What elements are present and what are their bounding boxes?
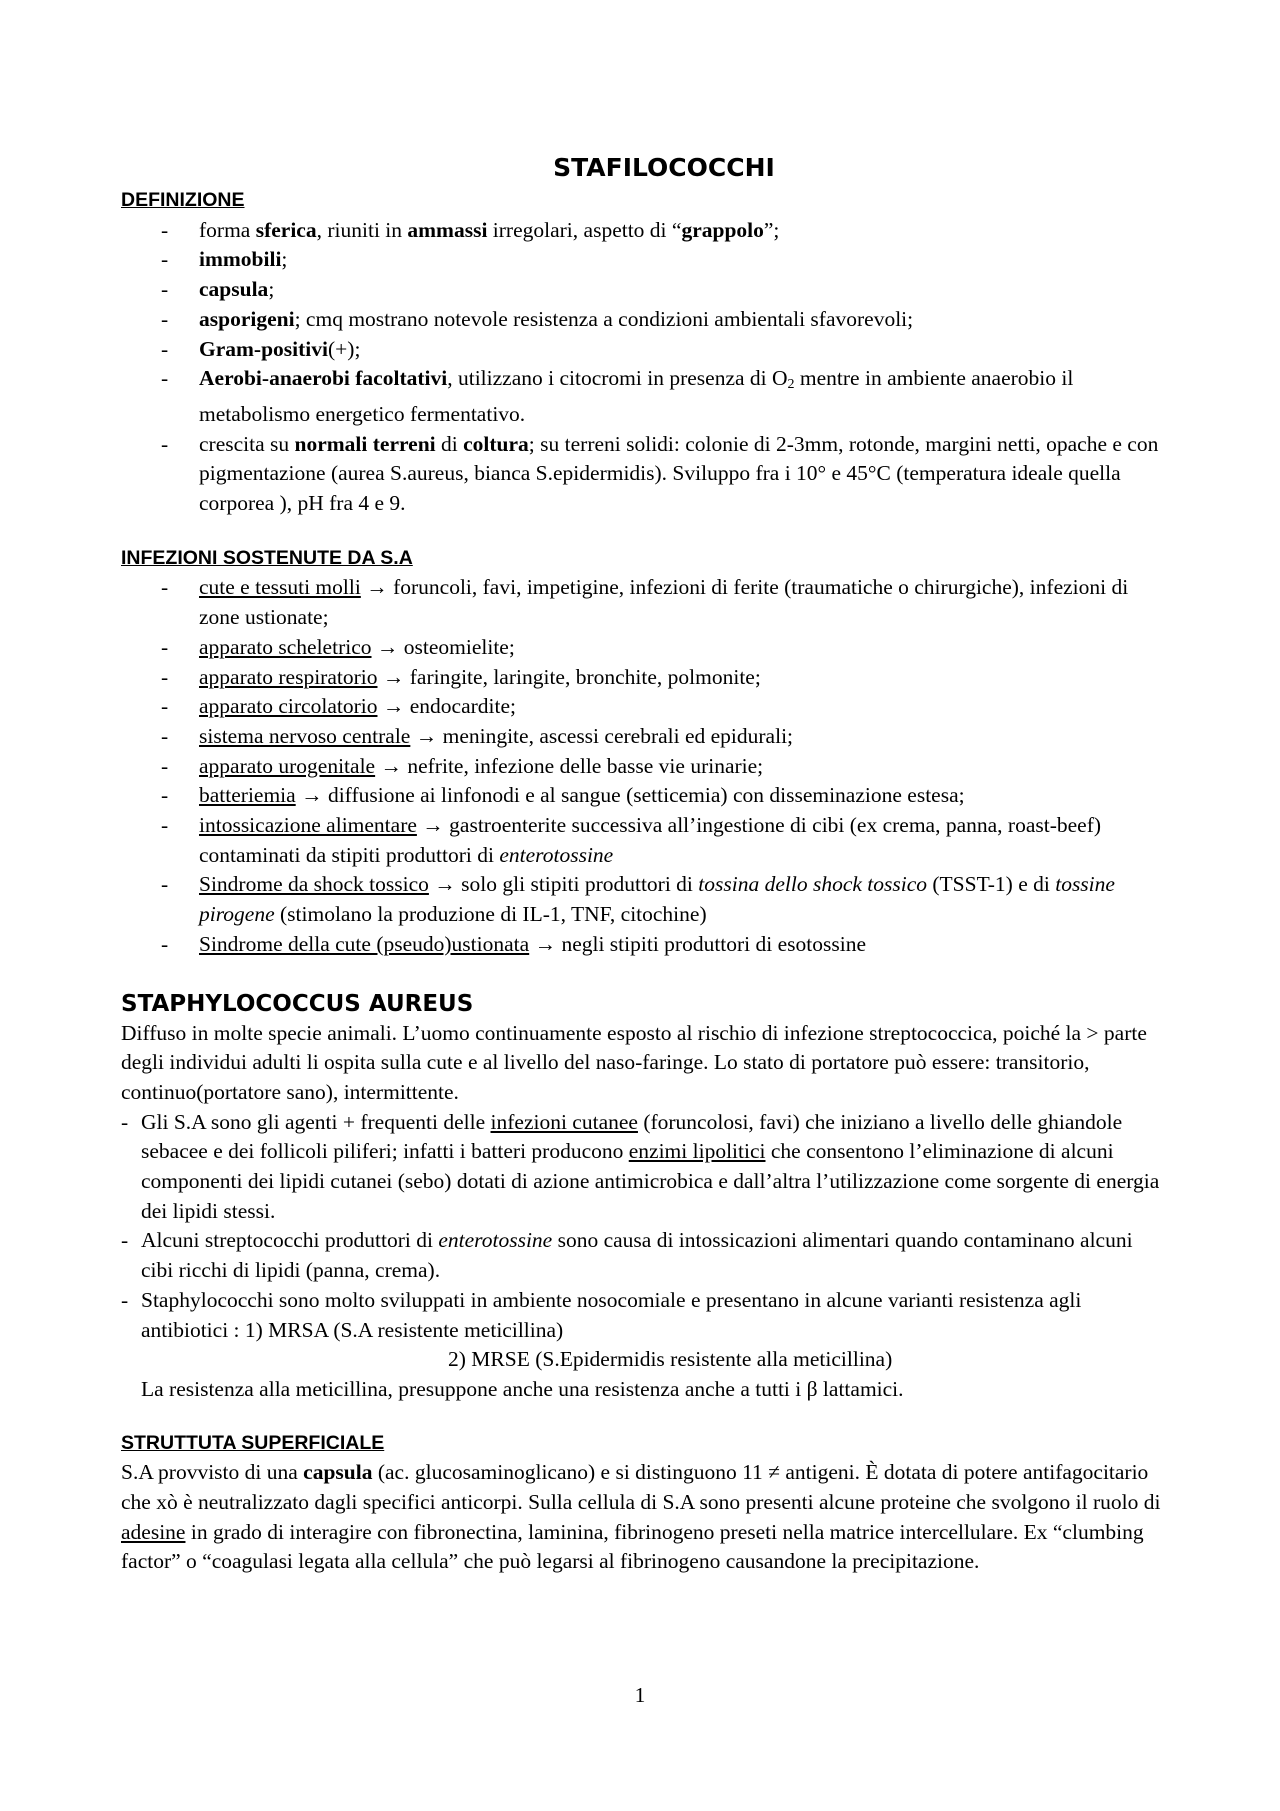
section-heading: STRUTTUTA SUPERFICIALE xyxy=(121,1431,385,1454)
list-item: - apparato scheletrico → osteomielite; xyxy=(121,633,1167,663)
page-content xyxy=(121,150,1167,1577)
section-infezioni xyxy=(121,544,1167,960)
list-item: - cute e tessuti molli → foruncoli, favi, impetigine, infezioni di ferite (traumatiche o chirurgiche), infezioni di zone ustionate; xyxy=(121,573,1167,632)
list-item: - batteriemia → diffusione ai linfonodi e al sangue (setticemia) con disseminazione estesa; xyxy=(121,781,1167,811)
section-staphylococcus-aureus xyxy=(121,988,1167,1405)
list-item: - Gli S.A sono gli agenti + frequenti delle infezioni cutanee (foruncolosi, favi) che iniziano a livello delle ghiandole sebacee e dei follicoli piliferi; infatti i batteri producono enzimi lipolitici che consentono l’eliminazione di alcuni componenti dei lipidi cutanei (sebo) dotati di azione antimicrobica e dall’altra l’utilizzazione come sorgente di energia dei lipidi stessi. xyxy=(121,1108,1167,1227)
list-item: - apparato urogenitale → nefrite, infezione delle basse vie urinarie; xyxy=(121,752,1167,782)
section-heading: INFEZIONI SOSTENUTE DA S.A xyxy=(121,546,413,569)
list-item: - Staphylococchi sono molto sviluppati in ambiente nosocomiale e presentano in alcune varianti resistenza agli antibiotici : 1) MRSA (S.A resistente meticillina) 2) MRSE (S.Epidermidis resistente alla meticillina) xyxy=(121,1286,1167,1375)
section-struttura-superficiale xyxy=(121,1429,1167,1578)
definition-list xyxy=(121,216,1167,519)
section-heading: STAPHYLOCOCCUS AUREUS xyxy=(121,990,474,1017)
list-item: - crescita su normali terreni di coltura; su terreni solidi: colonie di 2-3mm, rotonde, margini netti, opache e con pigmentazione (aurea S.aureus, bianca S.epidermidis). Sviluppo fra i 10° e 45°C (temperatura ideale quella corporea ), pH fra 4 e 9. xyxy=(121,430,1167,519)
list-item: - Sindrome della cute (pseudo)ustionata → negli stipiti produttori di esotossine xyxy=(121,930,1167,960)
list-item: - Aerobi-anaerobi facoltativi, utilizzano i citocromi in presenza di $O_2$ mentre in ambiente anaerobio il metabolismo energetico fermentativo. xyxy=(121,364,1167,429)
list-item: - capsula; xyxy=(121,275,1167,305)
paragraph: Diffuso in molte specie animali. L’uomo continuamente esposto al rischio di infezione streptococcica, poiché la > parte degli individui adulti li ospita sulla cute e al livello del naso-faringe. Lo stato di portatore può essere: transitorio, continuo(portatore sano), intermittente. xyxy=(121,1020,1147,1104)
list-item: - asporigeni; cmq mostrano notevole resistenza a condizioni ambientali sfavorevoli; xyxy=(121,305,1167,335)
list-item: - Sindrome da shock tossico → solo gli stipiti produttori di tossina dello shock tossico (TSST-1) e di tossine pirogene (stimolano la produzione di IL-1, TNF, citochine) xyxy=(121,870,1167,929)
list-item: - intossicazione alimentare → gastroenterite successiva all’ingestione di cibi (ex crema, panna, roast-beef) contaminati da stipiti produttori di enterotossine xyxy=(121,811,1167,870)
list-item: - forma sferica, riuniti in ammassi irregolari, aspetto di “grappolo”; xyxy=(121,216,1167,246)
list-item: - apparato respiratorio → faringite, laringite, bronchite, polmonite; xyxy=(121,663,1167,693)
paragraph: S.A provvisto di una capsula (ac. glucosaminoglicano) e si distinguono 11 ≠ antigeni. È dotata di potere antifagocitario che xò è neutralizzato dagli specifici anticorpi. Sulla cellula di S.A sono presenti alcune proteine che svolgono il ruolo di adesine in grado di interagire con fibronectina, laminina, fibrinogeno preseti nella matrice intercellulare. Ex “clumbing factor” o “coagulasi legata alla cellula” che può legarsi al fibrinogeno causandone la precipitazione. xyxy=(121,1460,1161,1574)
list-item: - Alcuni streptococchi produttori di enterotossine sono causa di intossicazioni alimentari quando contaminano alcuni cibi ricchi di lipidi (panna, crema). xyxy=(121,1226,1167,1285)
paragraph: La resistenza alla meticillina, presuppone anche una resistenza anche a tutti i β lattamici. xyxy=(141,1376,904,1401)
list-item: - sistema nervoso centrale → meningite, ascessi cerebrali ed epidurali; xyxy=(121,722,1167,752)
infection-list xyxy=(121,573,1167,959)
list-item: - Gram-positivi(+); xyxy=(121,335,1167,365)
aureus-list xyxy=(121,1108,1167,1375)
list-item: - immobili; xyxy=(121,245,1167,275)
page-title: STAFILOCOCCHI xyxy=(553,153,775,182)
page-number: 1 xyxy=(634,1683,646,1707)
section-definizione xyxy=(121,186,1167,519)
section-heading: DEFINIZIONE xyxy=(121,189,245,211)
list-item: - apparato circolatorio → endocardite; xyxy=(121,692,1167,722)
